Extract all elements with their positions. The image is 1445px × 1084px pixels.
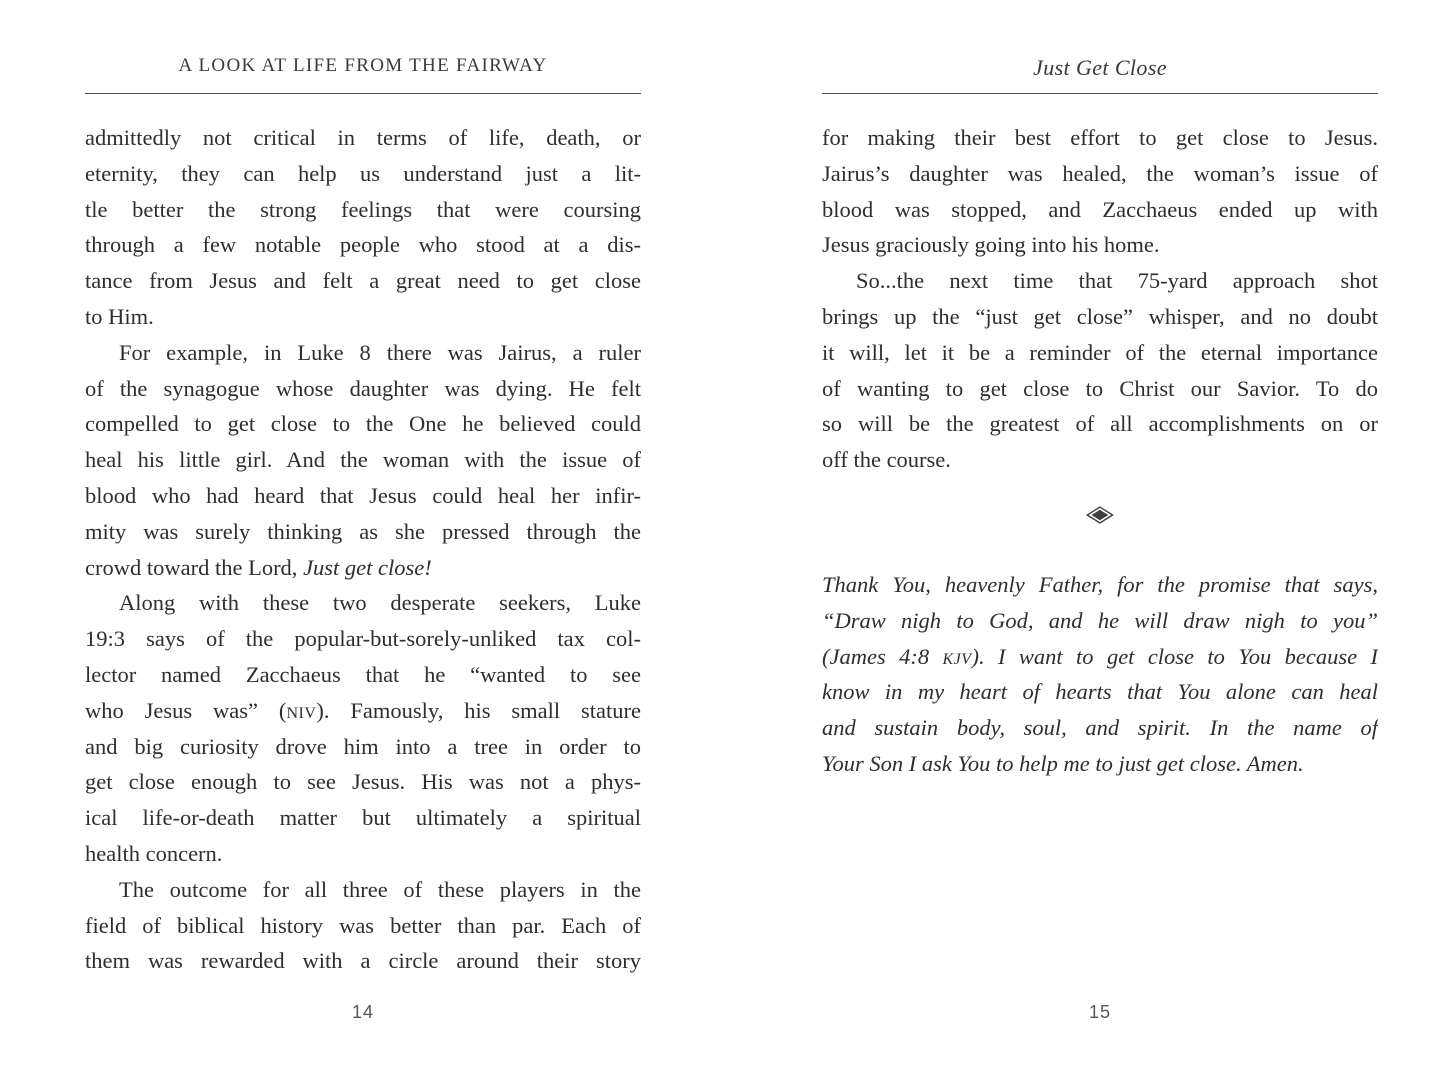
text-line: field of biblical history was better than par. Each of [85,912,641,938]
text-line: health concern. [85,840,223,866]
text-line: off the course. [822,447,951,473]
text-line: So...the next time that 75-yard approach shot [856,268,1378,294]
text-line: heal his little girl. And the woman with the issue of [85,447,641,473]
text-line: Thank You, heavenly Father, for the promise that says, [822,572,1378,597]
text-line: them was rewarded with a circle around their story [85,948,641,974]
right-page [822,0,1378,1084]
prayer-block [822,567,1378,782]
text-line: (James 4:8 kjv). I want to get close to You because I [822,643,1378,669]
text-line: blood was stopped, and Zacchaeus ended up with [822,196,1378,222]
text-line: eternity, they can help us understand just a lit- [85,160,641,186]
text-line: 19:3 says of the popular-but-sorely-unliked tax col- [85,626,641,652]
text-line: admittedly not critical in terms of life, death, or [85,125,641,150]
text-line: and sustain body, soul, and spirit. In the name of [822,715,1378,741]
diamond-ornament-icon: ◈ [1085,501,1115,527]
text-line: get close enough to see Jesus. His was not a phys- [85,769,641,795]
left-body-text [85,120,641,979]
text-line: Your Son I ask You to help me to just get close. Amen. [822,750,1304,776]
text-line: blood who had heard that Jesus could heal her infir- [85,482,641,508]
paragraph [822,120,1378,263]
text-line: and big curiosity drove him into a tree in order to [85,733,641,759]
text-line: of wanting to get close to Christ our Savior. To do [822,375,1378,401]
text-line: ical life-or-death matter but ultimately a spiritual [85,805,641,831]
left-page-number: 14 [351,1002,375,1022]
text-line: Along with these two desperate seekers, Luke [119,590,641,616]
text-line: so will be the greatest of all accomplishments on or [822,411,1378,437]
right-head-rule [822,93,1378,94]
text-line: “Draw nigh to God, and he will draw nigh to you” [822,607,1378,633]
text-line: mity was surely thinking as she pressed through the [85,518,641,544]
paragraph [85,872,641,979]
text-line: for making their best effort to get close to Jesus. [822,125,1378,150]
text-line: compelled to get close to the One he believed could [85,411,641,437]
text-line: tance from Jesus and felt a great need to get close [85,268,641,294]
text-line: lector named Zacchaeus that he “wanted to see [85,661,641,687]
right-body-text [822,120,1378,478]
text-line: who Jesus was” (niv). Famously, his small stature [85,697,641,723]
left-page [85,0,641,1084]
text-line: of the synagogue whose daughter was dying. He felt [85,375,641,401]
paragraph [822,263,1378,478]
text-line: it will, let it be a reminder of the eternal importance [822,339,1378,365]
left-running-head: A LOOK AT LIFE FROM THE FAIRWAY [178,55,548,76]
text-line: For example, in Luke 8 there was Jairus, a ruler [119,339,641,365]
text-line: through a few notable people who stood at a dis- [85,232,641,258]
left-head-rule [85,93,641,94]
text-line: crowd toward the Lord, Just get close! [85,554,432,580]
right-page-number: 15 [1088,1002,1112,1022]
paragraph [85,585,641,871]
text-line: know in my heart of hearts that You alone can heal [822,679,1378,705]
text-line: Jesus graciously going into his home. [822,232,1160,258]
paragraph [85,335,641,586]
text-line: brings up the “just get close” whisper, and no doubt [822,303,1378,329]
text-line: The outcome for all three of these players in the [119,876,641,902]
text-line: to Him. [85,303,154,329]
text-line: tle better the strong feelings that were coursing [85,196,641,222]
paragraph [85,120,641,335]
text-line: Jairus’s daughter was healed, the woman’s issue of [822,160,1378,186]
right-running-head: Just Get Close [1033,55,1167,80]
